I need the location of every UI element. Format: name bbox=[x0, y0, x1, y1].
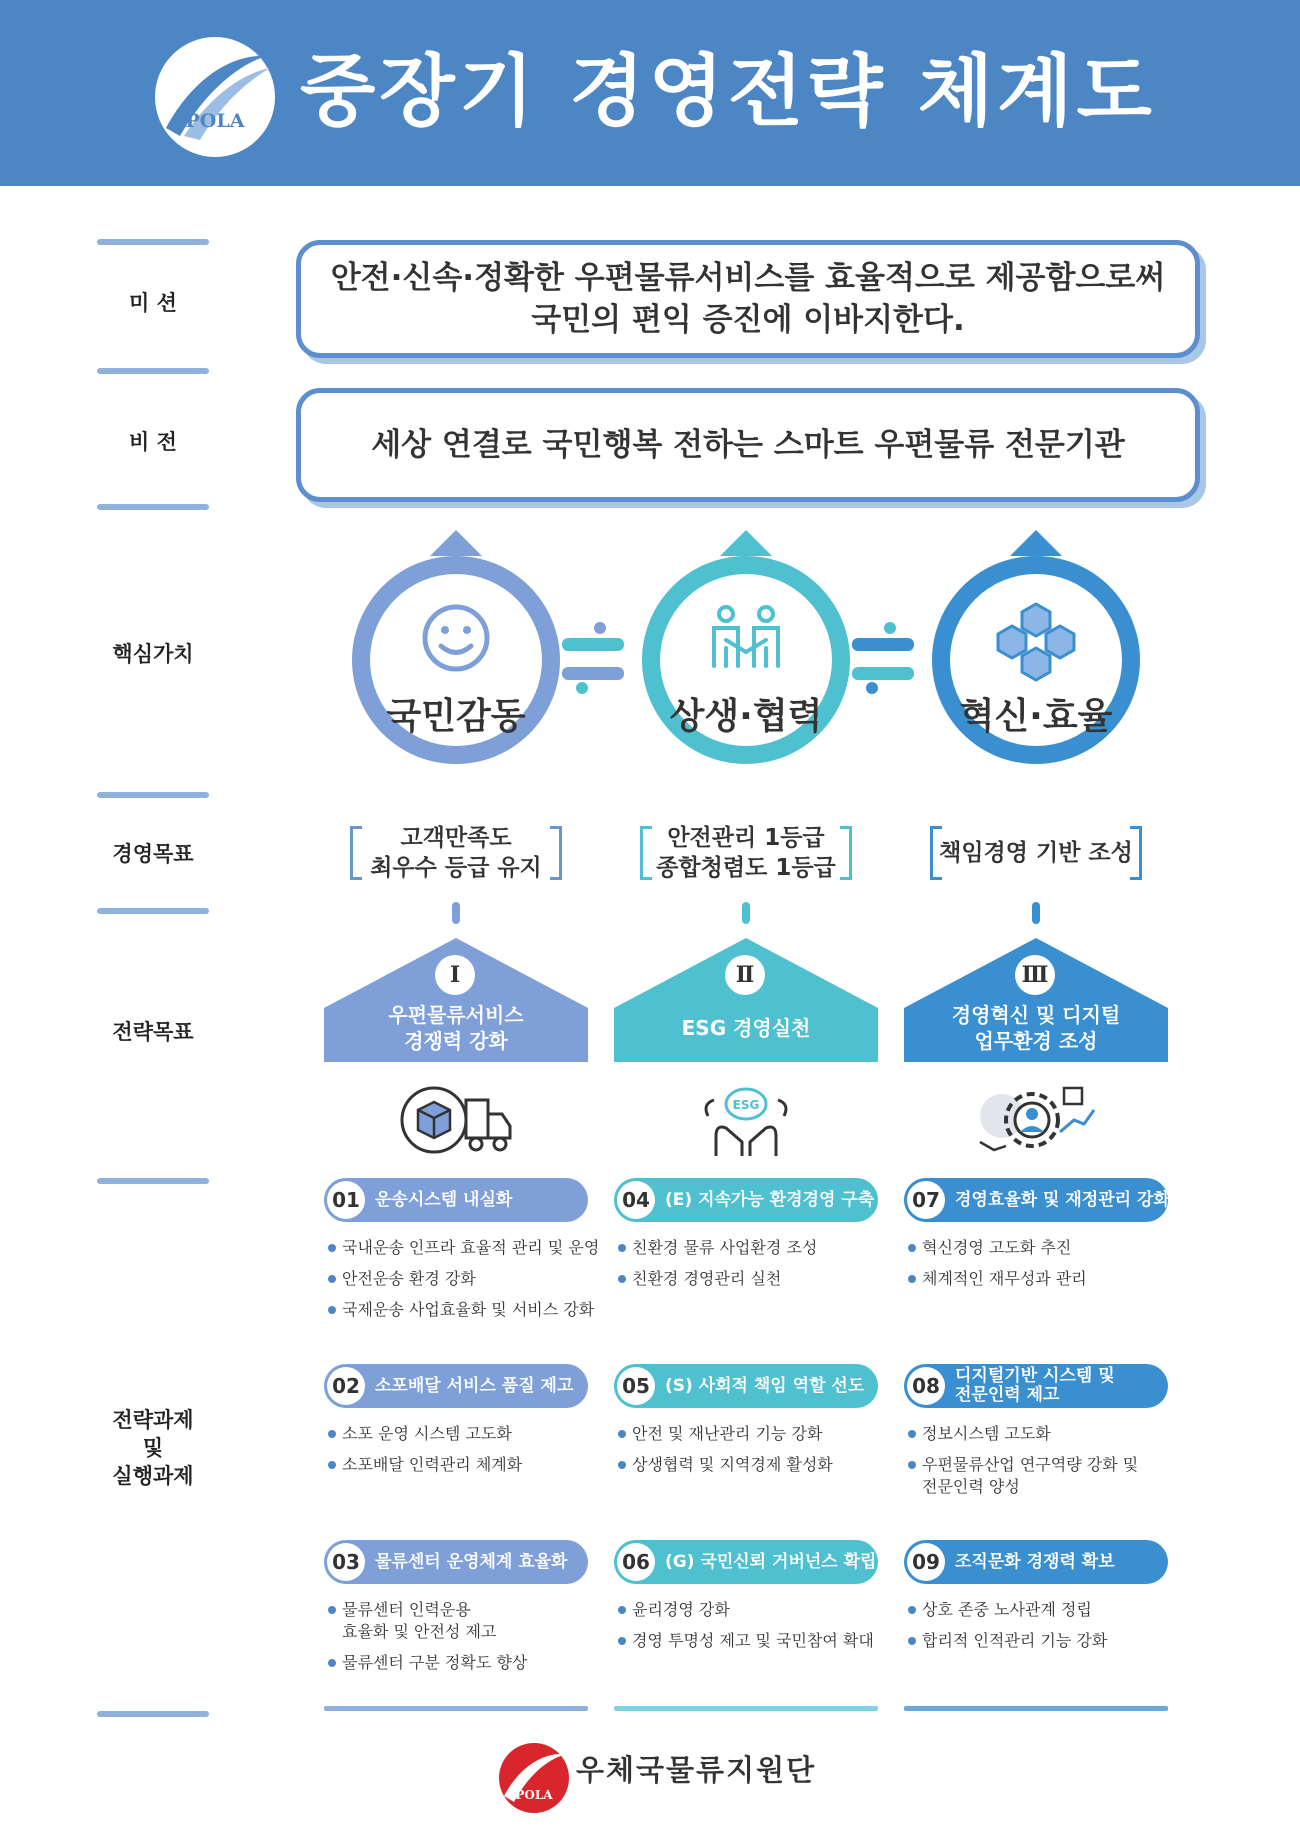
task-item: 우편물류산업 연구역량 강화 및 전문인력 양성 bbox=[906, 1454, 1186, 1498]
divider bbox=[97, 792, 209, 798]
task-item: 상생협력 및 지역경제 활성화 bbox=[616, 1454, 896, 1476]
page-title: 중장기 경영전략 체계도 bbox=[300, 47, 1156, 137]
column-bottom-line bbox=[324, 1706, 588, 1711]
task-item: 친환경 경영관리 실천 bbox=[616, 1268, 896, 1290]
task-number: 06 bbox=[617, 1543, 655, 1581]
mission-line2: 국민의 편익 증진에 이바지한다. bbox=[531, 302, 965, 338]
column-bottom-line bbox=[614, 1706, 878, 1711]
digital-gear-icon bbox=[976, 1080, 1096, 1160]
task-item: 상호 존중 노사관계 정립 bbox=[906, 1599, 1186, 1621]
task-title: (G) 국민신뢰 거버넌스 확립 bbox=[665, 1551, 877, 1572]
task-number: 07 bbox=[907, 1181, 945, 1219]
task-title: 경영효율화 및 재정관리 강화 bbox=[955, 1189, 1170, 1210]
task-item: 국제운송 사업효율화 및 서비스 강화 bbox=[326, 1299, 606, 1321]
label-management-goals: 경영목표 bbox=[112, 842, 194, 866]
task-number: 09 bbox=[907, 1543, 945, 1581]
task-item: 안전 및 재난관리 기능 강화 bbox=[616, 1423, 896, 1445]
task-title: 운송시스템 내실화 bbox=[375, 1189, 513, 1210]
goal-1-line1: 고객만족도 bbox=[400, 825, 512, 851]
task-title: 조직문화 경쟁력 확보 bbox=[955, 1551, 1115, 1572]
strategy-2-line1: ESG 경영실천 bbox=[681, 1016, 811, 1040]
divider bbox=[97, 504, 209, 510]
task-item: 안전운송 환경 강화 bbox=[326, 1268, 606, 1290]
task-pill-09 bbox=[904, 1540, 1168, 1584]
core-value-title-2: 상생·협력 bbox=[669, 696, 823, 737]
task-pill-05 bbox=[614, 1364, 878, 1408]
task-item: 친환경 물류 사업환경 조성 bbox=[616, 1237, 896, 1259]
strategy-numeral-2: Ⅱ bbox=[725, 955, 765, 995]
strategy-1-line1: 우편물류서비스 bbox=[388, 1003, 524, 1027]
goal-stem bbox=[742, 902, 750, 924]
task-item: 합리적 인적관리 기능 강화 bbox=[906, 1630, 1186, 1652]
task-pill-06 bbox=[614, 1540, 878, 1584]
task-pill-03 bbox=[324, 1540, 588, 1584]
delivery-truck-icon bbox=[396, 1080, 516, 1160]
divider bbox=[97, 368, 209, 374]
task-pill-01 bbox=[324, 1178, 588, 1222]
vision-text: 세상 연결로 국민행복 전하는 스마트 우편물류 전문기관 bbox=[371, 427, 1125, 463]
task-number: 08 bbox=[907, 1367, 945, 1405]
strategy-numeral-3: Ⅲ bbox=[1015, 955, 1055, 995]
goal-stem bbox=[452, 902, 460, 924]
goal-2-line1: 안전관리 1등급 bbox=[667, 825, 825, 851]
task-pill-08 bbox=[904, 1364, 1168, 1408]
connector-1-2 bbox=[562, 622, 624, 694]
task-item: 소포 운영 시스템 고도화 bbox=[326, 1423, 606, 1445]
task-items-08 bbox=[906, 1423, 1186, 1507]
label-tasks-line2: 및 bbox=[142, 1436, 164, 1460]
label-mission: 미 션 bbox=[129, 291, 177, 315]
task-item: 체계적인 재무성과 관리 bbox=[906, 1268, 1186, 1290]
task-item: 소포배달 인력관리 체계화 bbox=[326, 1454, 606, 1476]
goal-3-line1: 책임경영 기반 조성 bbox=[939, 840, 1133, 866]
footer-org-name: 우체국물류지원단 bbox=[576, 1753, 817, 1787]
task-pill-02 bbox=[324, 1364, 588, 1408]
task-items-06 bbox=[616, 1599, 896, 1661]
task-item: 국내운송 인프라 효율적 관리 및 운영 bbox=[326, 1237, 606, 1259]
core-value-title-1: 국민감동 bbox=[386, 696, 526, 737]
task-pill-07 bbox=[904, 1178, 1168, 1222]
task-item: 정보시스템 고도화 bbox=[906, 1423, 1186, 1445]
task-item: 윤리경영 강화 bbox=[616, 1599, 896, 1621]
task-item: 물류센터 구분 정확도 향상 bbox=[326, 1652, 606, 1674]
strategy-3-line1: 경영혁신 및 디지털 bbox=[951, 1003, 1121, 1027]
task-items-01 bbox=[326, 1237, 606, 1330]
task-items-05 bbox=[616, 1423, 896, 1485]
pola-logo-icon bbox=[154, 36, 276, 158]
task-items-07 bbox=[906, 1237, 1186, 1299]
task-title: 디지털기반 시스템 및 bbox=[955, 1366, 1115, 1386]
task-items-09 bbox=[906, 1599, 1186, 1661]
task-title: 물류센터 운영체계 효율화 bbox=[375, 1551, 568, 1572]
connector-2-3 bbox=[852, 622, 914, 694]
strategy-3-line2: 업무환경 조성 bbox=[974, 1029, 1098, 1053]
esg-hands-icon bbox=[686, 1080, 806, 1160]
label-strategic-goals: 전략목표 bbox=[112, 1020, 194, 1044]
goal-1-line2: 최우수 등급 유지 bbox=[370, 855, 542, 881]
column-bottom-line bbox=[904, 1706, 1168, 1711]
strategy-1-line2: 경쟁력 강화 bbox=[404, 1029, 508, 1053]
task-item: 경영 투명성 제고 및 국민참여 확대 bbox=[616, 1630, 896, 1652]
footer-pola-logo-icon bbox=[498, 1742, 570, 1814]
divider bbox=[97, 1711, 209, 1717]
task-item: 혁신경영 고도화 추진 bbox=[906, 1237, 1186, 1259]
task-pill-04 bbox=[614, 1178, 878, 1222]
task-items-02 bbox=[326, 1423, 606, 1485]
task-title-wrap bbox=[945, 1367, 1115, 1405]
task-items-04 bbox=[616, 1237, 896, 1299]
task-title: (E) 지속가능 환경경영 구축 bbox=[665, 1189, 875, 1210]
header-banner bbox=[0, 0, 1300, 186]
divider bbox=[97, 1178, 209, 1184]
task-items-03 bbox=[326, 1599, 606, 1683]
goal-2-line2: 종합청렴도 1등급 bbox=[656, 855, 836, 881]
label-tasks-line1: 전략과제 bbox=[112, 1408, 194, 1432]
header-logo-text: POLA bbox=[185, 110, 245, 132]
core-values-graphic bbox=[300, 520, 1200, 800]
label-vision: 비 전 bbox=[129, 430, 177, 454]
divider bbox=[97, 239, 209, 245]
task-number: 04 bbox=[617, 1181, 655, 1219]
mission-box bbox=[296, 240, 1200, 358]
label-core-values: 핵심가치 bbox=[112, 642, 194, 666]
label-tasks-line3: 실행과제 bbox=[112, 1464, 194, 1488]
goal-stem bbox=[1032, 902, 1040, 924]
mission-line1: 안전·신속·정확한 우편물류서비스를 효율적으로 제공함으로써 bbox=[330, 260, 1166, 296]
task-number: 02 bbox=[327, 1367, 365, 1405]
strategy-numeral-1: Ⅰ bbox=[435, 955, 475, 995]
task-title-line2: 전문인력 제고 bbox=[955, 1385, 1060, 1405]
task-number: 05 bbox=[617, 1367, 655, 1405]
divider bbox=[97, 908, 209, 914]
vision-box bbox=[296, 388, 1200, 502]
task-title: 소포배달 서비스 품질 제고 bbox=[375, 1375, 574, 1396]
task-number: 03 bbox=[327, 1543, 365, 1581]
core-value-title-3: 혁신·효율 bbox=[959, 696, 1113, 737]
task-item: 물류센터 인력운용 효율화 및 안전성 제고 bbox=[326, 1599, 606, 1643]
task-number: 01 bbox=[327, 1181, 365, 1219]
task-title: (S) 사회적 책임 역할 선도 bbox=[665, 1375, 865, 1396]
footer-logo-text: POLA bbox=[515, 1788, 553, 1802]
esg-icon-label: ESG bbox=[732, 1098, 760, 1112]
